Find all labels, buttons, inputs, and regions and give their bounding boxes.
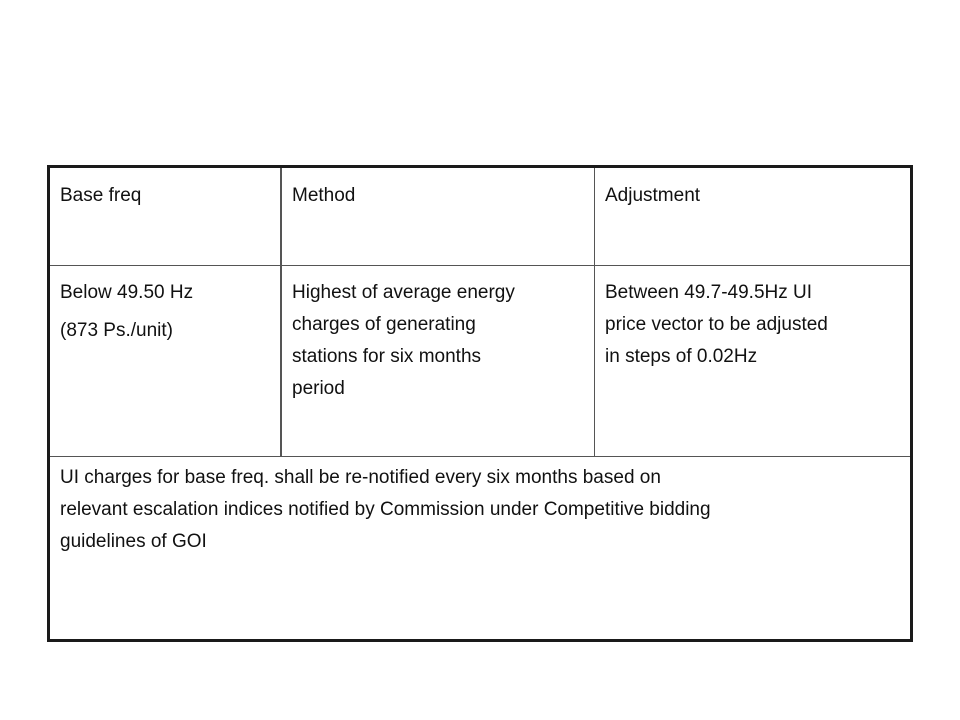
base-freq-value: Below 49.50 Hz [60,282,194,303]
table-header-row [50,168,910,266]
adjustment-line: in steps of 0.02Hz [605,346,758,367]
table-note-row [50,456,910,639]
cell-note [50,456,910,639]
note-line: UI charges for base freq. shall be re-notified every six months based on [60,467,661,488]
header-adjustment: Adjustment [605,185,701,206]
adjustment-line: Between 49.7-49.5Hz UI [605,282,813,303]
note-line: relevant escalation indices notified by Commission under Competitive bidding [60,499,711,520]
header-base-freq: Base freq [50,168,282,265]
method-line: period [292,378,345,399]
method-line: stations for six months [292,346,482,367]
base-freq-price: (873 Ps./unit) [60,320,173,341]
cell-base-freq [50,265,282,456]
cell-method [282,265,595,456]
note-line: guidelines of GOI [60,531,207,552]
method-line: Highest of average energy [292,282,515,303]
frequency-table [47,165,913,642]
header-method: Method [282,168,595,265]
table-row [50,265,910,457]
method-line: charges of generating [292,314,476,335]
cell-adjustment [595,265,910,456]
adjustment-line: price vector to be adjusted [605,314,828,335]
